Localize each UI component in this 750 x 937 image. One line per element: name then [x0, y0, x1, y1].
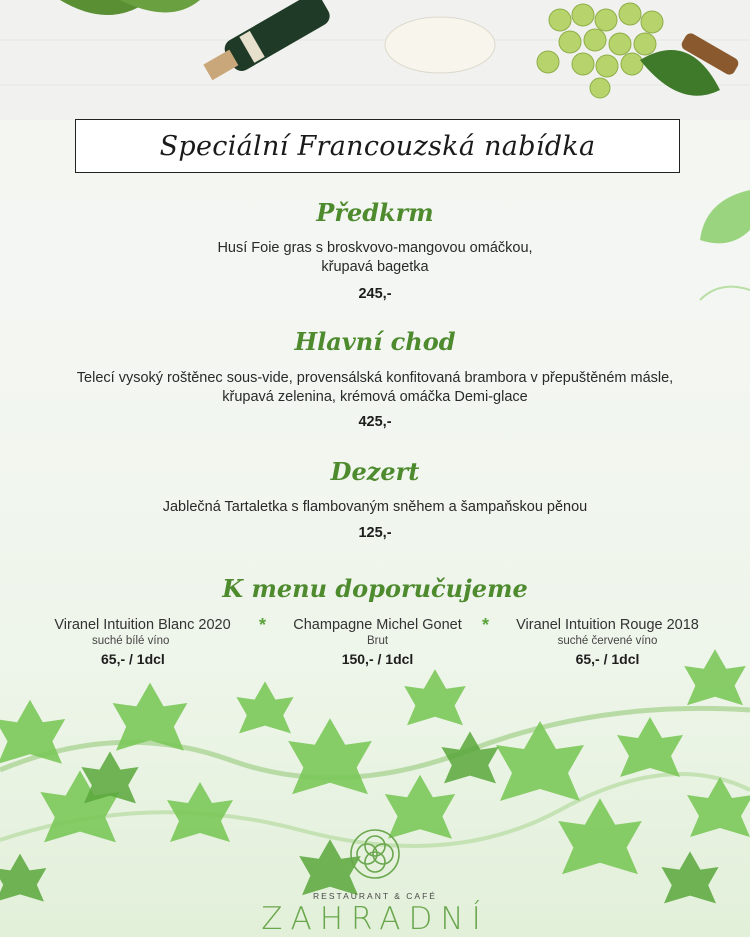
dessert-line-1: Jablečná Tartaletka s flambovaným sněhem a šampaňskou pěnou: [162, 499, 588, 515]
wine-desc: suché bílé víno: [92, 635, 170, 647]
logo-name: ZAHRADNÍ: [261, 901, 489, 937]
separator-star: *: [482, 615, 490, 635]
starter-price: 245,-: [358, 286, 392, 302]
wine-price: 65,- / 1dcl: [575, 651, 640, 667]
logo-tagline: RESTAURANT & CAFÉ: [313, 891, 437, 901]
wine-price: 65,- / 1dcl: [101, 651, 165, 667]
section-heading-starter: Předkrm: [316, 198, 434, 227]
starter-line-1: Husí Foie gras s broskvovo-mangovou omáčkou,: [217, 240, 533, 256]
separator-star: *: [259, 615, 267, 635]
wine-name: Viranel Intuition Rouge 2018: [516, 617, 699, 633]
wine-name: Viranel Intuition Blanc 2020: [54, 617, 231, 633]
restaurant-logo: [0, 826, 750, 937]
main-line-1: Telecí vysoký roštěnec sous-vide, provensálská konfitovaná brambora v přepuštěném másle,: [76, 370, 674, 386]
wine-desc: suché červené víno: [557, 635, 658, 647]
wine-desc: Brut: [366, 635, 389, 647]
wine-price: 150,- / 1dcl: [341, 651, 414, 667]
starter-line-2: křupavá bagetka: [321, 259, 429, 275]
starter-description: [0, 239, 750, 277]
title-box: [75, 119, 680, 173]
section-heading-dessert: Dezert: [330, 457, 420, 486]
top-decoration-image: [0, 0, 750, 120]
main-line-2: křupavá zelenina, krémová omáčka Demi-glace: [222, 389, 528, 405]
menu-title: Speciální Francouzská nabídka: [159, 130, 596, 162]
dessert-description: [0, 498, 750, 517]
flower-logo-icon: [340, 826, 410, 882]
dessert-price: 125,-: [358, 525, 392, 541]
section-heading-main: Hlavní chod: [294, 327, 456, 356]
wine-name: Champagne Michel Gonet: [293, 617, 462, 633]
section-heading-recommend: K menu doporučujeme: [222, 574, 528, 603]
main-description: [0, 369, 750, 407]
main-price: 425,-: [358, 414, 392, 430]
